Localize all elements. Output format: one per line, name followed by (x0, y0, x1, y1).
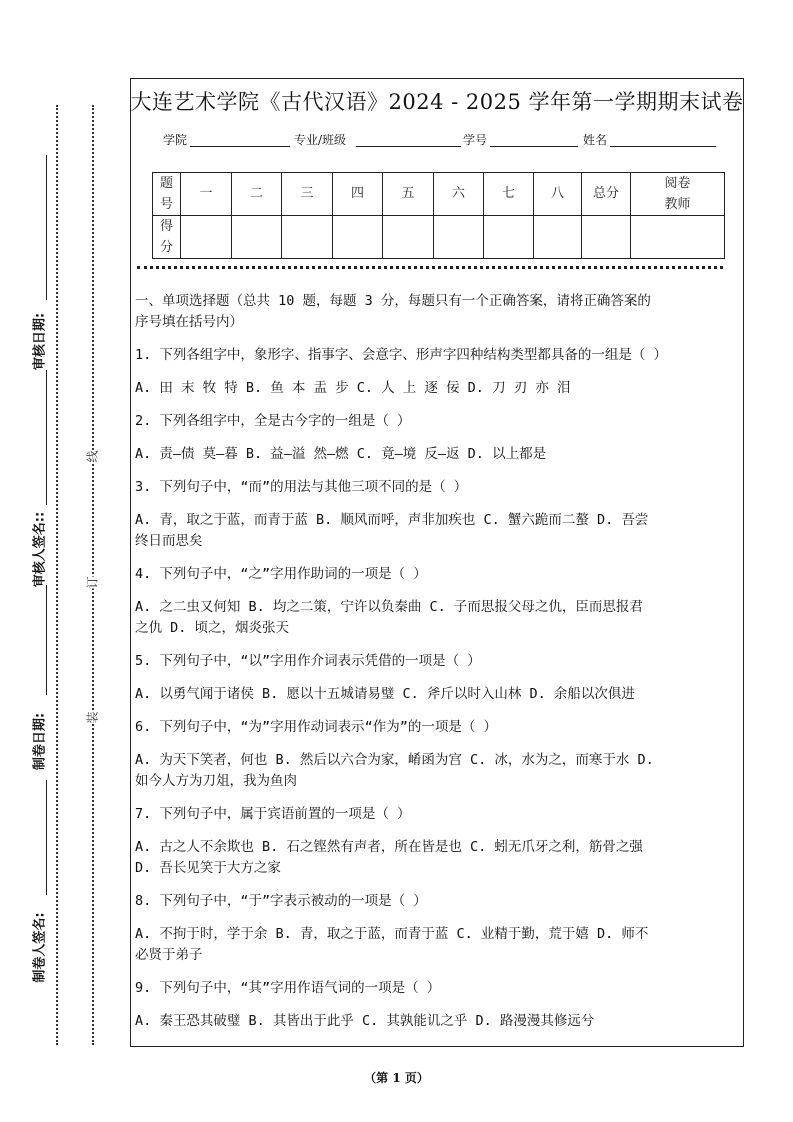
score-cell[interactable] (333, 216, 383, 259)
question-stem (135, 411, 745, 432)
col-header: 一 (181, 173, 232, 216)
question-stem (135, 717, 745, 738)
question-text: 5. 下列句子中，“以”字用作介词表示凭借的一项是（ ） (135, 653, 481, 669)
col-header: 四 (333, 173, 383, 216)
field-label-college: 学院 (163, 133, 188, 147)
col-header: 六 (434, 173, 484, 216)
question-stem (135, 978, 745, 999)
option-text: 必贤于弟子 (135, 947, 203, 963)
question-options (135, 510, 745, 552)
option-text: A. 不拘于时，学于余 B. 青，取之于蓝，而青于蓝 C. 业精于勤，荒于嬉 D. 师不 (135, 926, 649, 942)
student-id-field[interactable] (490, 146, 578, 147)
field-label-name: 姓名 (583, 133, 608, 147)
field-label-major-class: 专业/班级 (294, 133, 347, 147)
question-options (135, 597, 745, 639)
question-text: 4. 下列句子中，“之”字用作助词的一项是（ ） (135, 566, 427, 582)
score-cell[interactable] (282, 216, 333, 259)
col-header: 三 (282, 173, 333, 216)
major-class-field[interactable] (356, 146, 461, 147)
binding-dotted-line-outer (56, 105, 58, 1045)
row-label-question-no: 题 号 (153, 173, 181, 216)
option-text: A. 为天下笑者，何也 B. 然后以六合为家，崤函为宫 C. 冰，水为之，而寒于水 D. (135, 752, 654, 768)
option-text: A. 田 末 牧 特 B. 鱼 本 盂 步 C. 人 上 逐 佞 D. 刀 刃 亦 泪 (135, 380, 571, 396)
question-stem (135, 804, 745, 825)
score-cell-total[interactable] (582, 216, 631, 259)
name-field[interactable] (610, 146, 716, 147)
author-date-label: 制卷日期: (32, 712, 48, 771)
binding-mark-line: 线 (82, 450, 103, 462)
score-cell[interactable] (484, 216, 534, 259)
author-signature-label: 制卷人签名: (32, 912, 48, 983)
score-cell[interactable] (534, 216, 582, 259)
col-header: 八 (534, 173, 582, 216)
question-text: 9. 下列句子中，“其”字用作语气词的一项是（ ） (135, 980, 441, 996)
question-text: 7. 下列句子中，属于宾语前置的一项是（ ） (135, 806, 411, 822)
col-header: 五 (383, 173, 434, 216)
score-table (152, 172, 725, 259)
option-text: A. 以勇气闻于诸侯 B. 愿以十五城请易璧 C. 斧斤以时入山林 D. 余船以次俱进 (135, 686, 635, 702)
review-date-label: 审核日期: (32, 312, 48, 371)
field-label-student-id: 学号 (463, 133, 488, 147)
question-text: 6. 下列句子中，“为”字用作动词表示“作为”的一项是（ ） (135, 719, 498, 735)
question-options (135, 684, 745, 705)
option-text: A. 古之人不余欺也 B. 石之铿然有声者，所在皆是也 C. 蚓无爪牙之利，筋骨之强 (135, 839, 643, 855)
binding-mark-bind: 装 (82, 711, 103, 723)
col-header: 七 (484, 173, 534, 216)
question-text: 8. 下列句子中，“于”字表示被动的一项是（ ） (135, 893, 427, 909)
score-table-header-row (153, 173, 725, 216)
section-divider (137, 266, 723, 269)
reviewer-signature-label: 审核人签名:: (32, 511, 48, 588)
reviewer-signature-blank (46, 370, 47, 505)
option-text: 终日而思矣 (135, 533, 203, 549)
author-date-blank (46, 585, 47, 695)
binding-mark-staple: 订 (82, 576, 103, 588)
question-stem (135, 345, 745, 366)
author-signature-blank (46, 780, 47, 895)
option-text: A. 秦王恐其破璧 B. 其皆出于此乎 C. 其孰能讥之乎 D. 路漫漫其修远兮 (135, 1013, 595, 1029)
college-field[interactable] (190, 146, 290, 147)
question-stem (135, 891, 745, 912)
question-stem (135, 651, 745, 672)
binding-dotted-line-inner (92, 105, 94, 1045)
page-number: （第 1 页） (364, 1071, 429, 1085)
question-stem (135, 564, 745, 585)
exam-title: 大连艺术学院《古代汉语》2024 - 2025 学年第一学期期末试卷 (130, 90, 744, 114)
question-options (135, 837, 745, 879)
option-text: D. 吾长见笑于大方之家 (135, 860, 281, 876)
question-options (135, 1011, 745, 1032)
score-cell-reviewer[interactable] (631, 216, 725, 259)
review-date-blank (46, 155, 47, 300)
score-cell[interactable] (181, 216, 232, 259)
col-header-reviewer: 阅卷 教师 (631, 173, 725, 216)
option-text: 如今人方为刀俎，我为鱼肉 (135, 773, 297, 789)
score-cell[interactable] (232, 216, 282, 259)
question-stem (135, 477, 745, 498)
option-text: A. 责—债 莫—暮 B. 益—溢 然—燃 C. 竟—境 反—返 D. 以上都是 (135, 446, 547, 462)
section-heading: 一、单项选择题（总共 10 题，每题 3 分，每题只有一个正确答案，请将正确答案的 序号填在括号内） (135, 293, 651, 330)
row-label-score: 得 分 (153, 216, 181, 259)
score-cell[interactable] (383, 216, 434, 259)
question-text: 3. 下列句子中，“而”的用法与其他三项不同的是（ ） (135, 479, 468, 495)
question-section (135, 291, 745, 1044)
option-text: A. 之二虫又何知 B. 均之二策，宁许以负秦曲 C. 子而思报父母之仇，臣而思报君 (135, 599, 643, 615)
question-options (135, 378, 745, 399)
score-table-score-row (153, 216, 725, 259)
question-text: 2. 下列各组字中，全是古今字的一组是（ ） (135, 413, 411, 429)
option-text: 之仇 D. 顷之，烟炎张天 (135, 620, 290, 636)
question-options (135, 924, 745, 966)
option-text: A. 青，取之于蓝，而青于蓝 B. 顺风而呼，声非加疾也 C. 蟹六跪而二螯 D. 吾尝 (135, 512, 649, 528)
question-text: 1. 下列各组字中，象形字、指事字、会意字、形声字四种结构类型都具备的一组是（ ） (135, 347, 668, 363)
question-options (135, 444, 745, 465)
score-cell[interactable] (434, 216, 484, 259)
col-header: 二 (232, 173, 282, 216)
question-options (135, 750, 745, 792)
col-header-total: 总分 (582, 173, 631, 216)
